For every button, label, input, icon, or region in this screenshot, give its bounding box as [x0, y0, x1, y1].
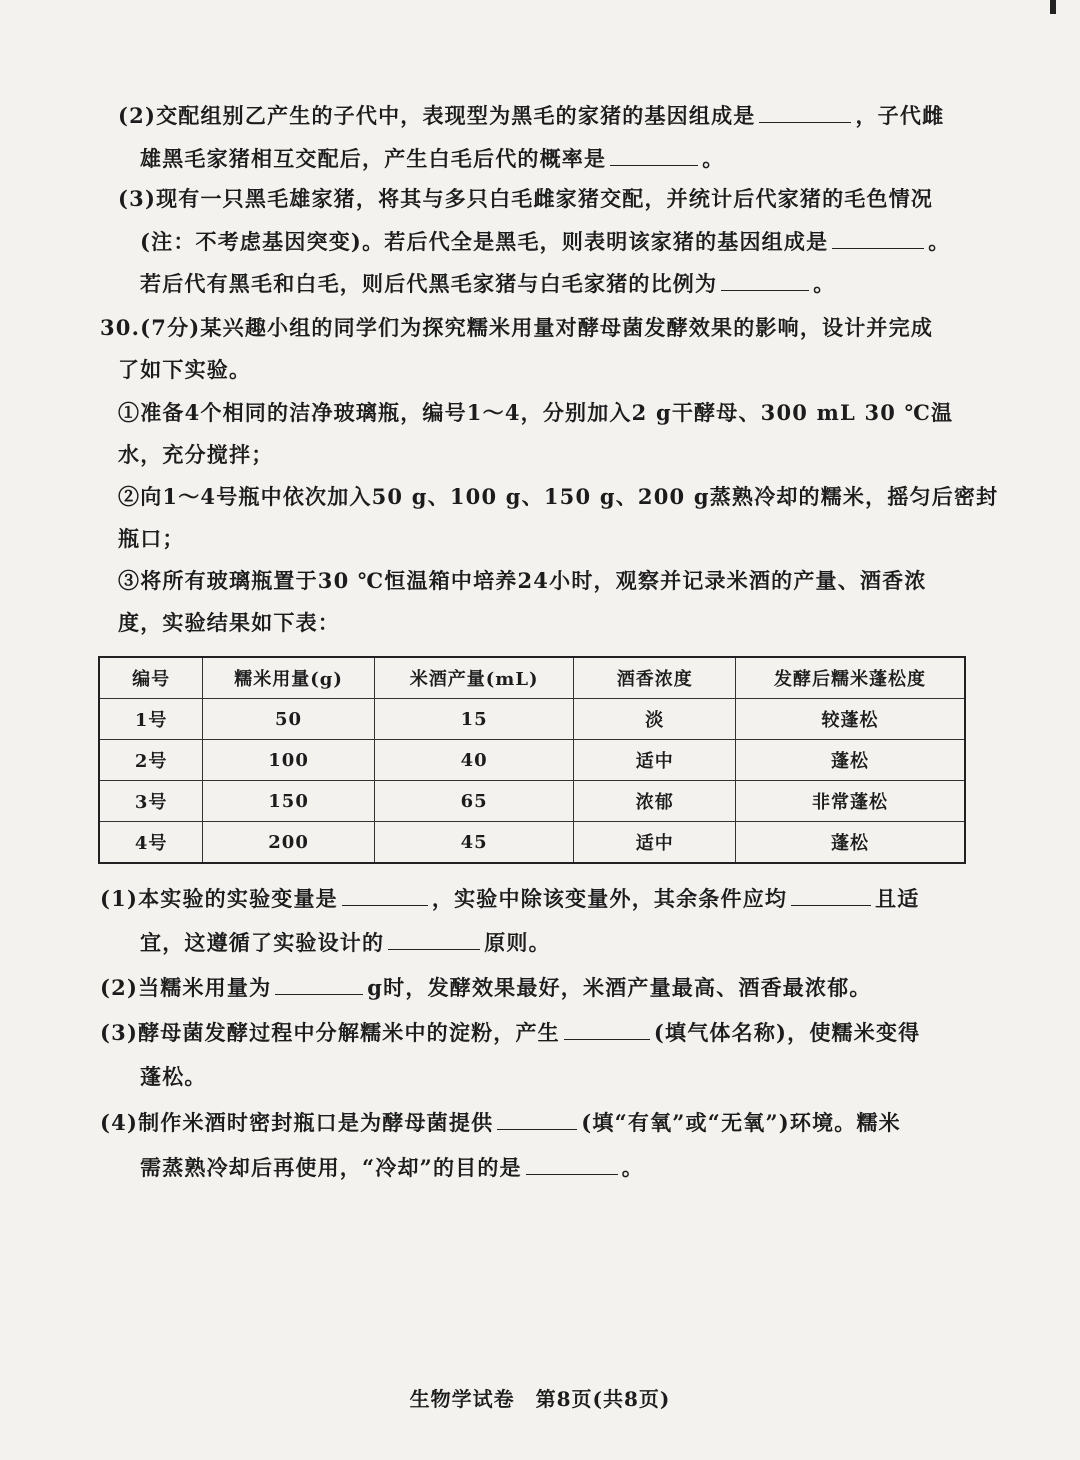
table-cell: 4号 [99, 822, 203, 864]
q30-sub3-line1: (3)酵母菌发酵过程中分解糯米中的淀粉，产生 (填气体名称)，使糯米变得 [100, 1017, 920, 1048]
table-cell: 150 [203, 781, 375, 822]
q30-sub3-line2: 蓬松。 [140, 1064, 207, 1089]
answer-blank[interactable] [388, 927, 480, 950]
corner-mark [1050, 0, 1056, 14]
q30-step2-line1: ②向1～4号瓶中依次加入50 g、100 g、150 g、200 g蒸熟冷却的糯米，摇匀后密封 [118, 484, 999, 509]
table-header-cell: 糯米用量(g) [203, 657, 375, 699]
table-cell: 15 [374, 699, 574, 740]
table-cell: 2号 [99, 740, 203, 781]
answer-blank[interactable] [759, 100, 851, 123]
table-row [99, 822, 965, 864]
table-cell: 65 [374, 781, 574, 822]
table-cell: 适中 [574, 822, 736, 864]
table-cell: 浓郁 [574, 781, 736, 822]
q30-sub4-line1: (4)制作米酒时密封瓶口是为酵母菌提供 (填“有氧”或“无氧”)环境。糯米 [100, 1107, 901, 1138]
q29-part3-line2: (注：不考虑基因突变)。若后代全是黑毛，则表明该家猪的基因组成是 。 [140, 226, 950, 257]
table-header-cell: 米酒产量(mL) [374, 657, 574, 699]
table-row [99, 781, 965, 822]
table-row [99, 740, 965, 781]
q30-intro-line1: 30.(7分)某兴趣小组的同学们为探究糯米用量对酵母菌发酵效果的影响，设计并完成 [100, 315, 934, 340]
table-cell: 蓬松 [736, 740, 965, 781]
q30-sub1-line2: 宜，这遵循了实验设计的 原则。 [140, 927, 551, 958]
answer-blank[interactable] [610, 143, 698, 166]
table-row [99, 699, 965, 740]
q29-part2-line1: (2)交配组别乙产生的子代中，表现型为黑毛的家猪的基因组成是 ，子代雌 [118, 100, 944, 131]
answer-blank[interactable] [791, 883, 871, 906]
answer-blank[interactable] [526, 1152, 618, 1175]
q30-step2-line2: 瓶口； [118, 526, 185, 551]
q30-step3-line1: ③将所有玻璃瓶置于30 ℃恒温箱中培养24小时，观察并记录米酒的产量、酒香浓 [118, 568, 927, 593]
q29-part2-line2: 雄黑毛家猪相互交配后，产生白毛后代的概率是 。 [140, 143, 724, 174]
answer-blank[interactable] [342, 883, 428, 906]
table-cell: 50 [203, 699, 375, 740]
table-cell: 3号 [99, 781, 203, 822]
table-cell: 40 [374, 740, 574, 781]
q30-sub2-line: (2)当糯米用量为 g时，发酵效果最好，米酒产量最高、酒香最浓郁。 [100, 972, 872, 1003]
q30-intro-line2: 了如下实验。 [118, 357, 252, 382]
table-header-cell: 发酵后糯米蓬松度 [736, 657, 965, 699]
table-cell: 淡 [574, 699, 736, 740]
table-cell: 200 [203, 822, 375, 864]
answer-blank[interactable] [497, 1107, 577, 1130]
q30-sub1-line1: (1)本实验的实验变量是 ，实验中除该变量外，其余条件应均 且适 [100, 883, 920, 914]
answer-blank[interactable] [721, 268, 809, 291]
table-header-cell: 酒香浓度 [574, 657, 736, 699]
answer-blank[interactable] [832, 226, 924, 249]
table-header-cell: 编号 [99, 657, 203, 699]
answer-blank[interactable] [564, 1017, 650, 1040]
results-table [98, 656, 966, 864]
table-cell: 1号 [99, 699, 203, 740]
table-cell: 100 [203, 740, 375, 781]
page-footer: 生物学试卷 第8页(共8页) [409, 1387, 671, 1411]
q30-step3-line2: 度，实验结果如下表： [118, 610, 340, 635]
q30-step1-line2: 水，充分搅拌； [118, 442, 274, 467]
q30-step1-line1: ①准备4个相同的洁净玻璃瓶，编号1～4，分别加入2 g干酵母、300 mL 30 ℃温 [118, 400, 954, 425]
q29-part3-line3: 若后代有黑毛和白毛，则后代黑毛家猪与白毛家猪的比例为 。 [140, 268, 835, 299]
table-cell: 非常蓬松 [736, 781, 965, 822]
table-cell: 45 [374, 822, 574, 864]
q29-part3-line1: (3)现有一只黑毛雄家猪，将其与多只白毛雌家猪交配，并统计后代家猪的毛色情况 [118, 186, 934, 211]
table-cell: 适中 [574, 740, 736, 781]
table-cell: 蓬松 [736, 822, 965, 864]
table-cell: 较蓬松 [736, 699, 965, 740]
table-header-row [99, 657, 965, 699]
q30-sub4-line2: 需蒸熟冷却后再使用，“冷却”的目的是 。 [140, 1152, 644, 1183]
answer-blank[interactable] [275, 972, 363, 995]
